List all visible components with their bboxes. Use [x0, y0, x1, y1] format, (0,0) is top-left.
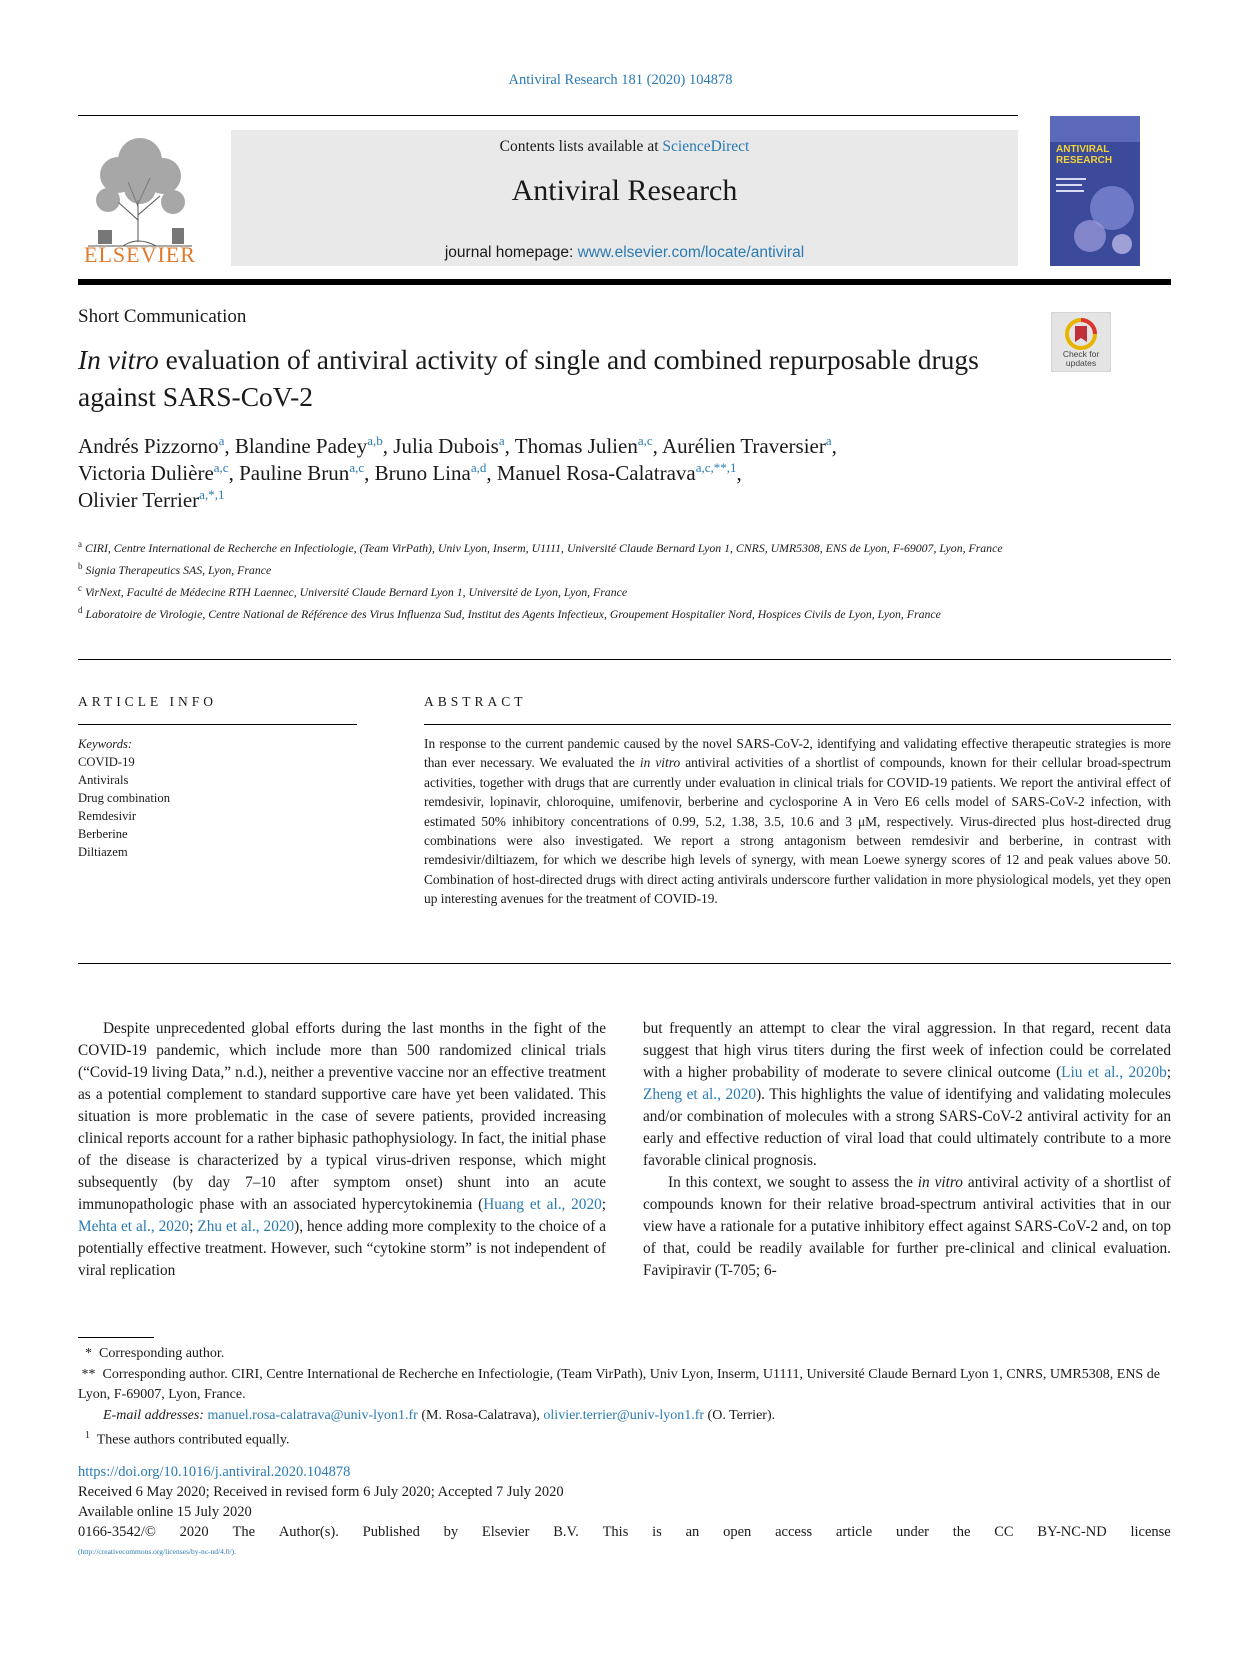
affiliation-marker: c	[78, 582, 82, 593]
author-affiliation-marker[interactable]: a,b	[367, 433, 383, 448]
abstract-bottom-rule	[78, 963, 1171, 964]
abstract-part-2: antiviral activities of a shortlist of compounds, known for their cellular broad-spectrum activities, together with drugs that are currently under evaluation in clinical trials for COVID-19 patients. We report the antiviral effect of remdesivir, lopinavir, chloroquine, umifenovir, berberine and cyclosporine A in Vero E6 cells model of SARS-CoV-2 infection, with estimated 50% inhibitory concentrations of 0.99, 5.2, 1.38, 3.5, 10.6 and 3 μM, respectively. Virus-directed plus host-directed drug combinations were also investigated. We report a strong antagonism between remdesivir and berberine, in contrast with remdesivir/diltiazem, for which we describe high levels of synergy, with mean Loewe synergy scores of 12 and peak values above 50. Combination of host-directed drugs with direct acting antivirals underscore further validation in more physiological models, yet they open up interesting avenues for the treatment of COVID-19.	[424, 755, 1172, 907]
author-name[interactable]: Thomas Julien	[514, 434, 638, 458]
body-right-column	[643, 1018, 1171, 1282]
citation-link[interactable]: Zhu et al., 2020	[197, 1218, 295, 1235]
author-name[interactable]: Bruno Lina	[374, 461, 471, 485]
affiliation-rule	[78, 659, 1171, 660]
footnote-text: These authors contributed equally.	[96, 1432, 290, 1448]
keyword-item: Antivirals	[78, 773, 129, 787]
abstract-part-1: In response to the current pandemic caused by the novel SARS-CoV-2, identifying and validating effective therapeutic strategies is more than ever necessary. We evaluated the	[424, 736, 1171, 771]
homepage-prefix: journal homepage:	[444, 244, 578, 261]
author-name[interactable]: Blandine Padey	[234, 434, 368, 458]
license-word: by	[443, 1524, 459, 1540]
sciencedirect-link[interactable]: ScienceDirect	[662, 138, 750, 155]
available-online: Available online 15 July 2020	[78, 1504, 252, 1520]
elsevier-wordmark: ELSEVIER	[84, 242, 196, 267]
homepage-link[interactable]: www.elsevier.com/locate/antiviral	[577, 244, 805, 261]
license-word: 0166-3542/©	[78, 1524, 156, 1540]
header-top-rule	[78, 115, 1018, 116]
check-for-updates-badge[interactable]	[1051, 312, 1111, 372]
body-paragraph: but frequently an attempt to clear the viral aggression. In that regard, recent data suggest that high virus titers during the first week of infection could be correlated with a higher probability of moderate to severe clinical outcome (Liu et al., 2020b; Zheng et al., 2020). This highlights the value of identifying and validating molecules and/or combination of molecules with a strong SARS-CoV-2 antiviral activity for an early and effective reduction of viral load that could ultimately contribute to a more favorable clinical prognosis.	[643, 1020, 1172, 1169]
body-paragraph: Despite unprecedented global efforts during the last months in the fight of the COVID-19 pandemic, which include more than 500 randomized clinical trials (“Covid-19 living Data,” n.d.), neither a preventive vaccine nor an effective treatment as a potential complement to standard supportive care have yet been validated. This situation is more problematic in the case of severe patients, provided increasing clinical reports account for a rather biphasic pathophysiology. In fact, the initial phase of the disease is characterized by a typical virus-driven response, which might subsequently (by day 7–10 after symptom onset) shunt into an acute immunopathologic phase with an associated hypercytokinemia (Huang et al., 2020; Mehta et al., 2020; Zhu et al., 2020), hence adding more complexity to the choice of a potentially effective treatment. However, such “cytokine storm” is not independent of viral replication	[78, 1020, 607, 1279]
journal-cover-image-icon	[1050, 116, 1140, 266]
author-affiliation-marker[interactable]: a,c,**,1	[695, 460, 737, 475]
license-word: is	[652, 1524, 662, 1540]
elsevier-logo	[78, 130, 202, 268]
footnote-equal-contribution: $^1$ These authors contributed equally.	[85, 1430, 290, 1448]
journal-reference[interactable]: Antiviral Research 181 (2020) 104878	[508, 72, 733, 88]
crossmark-label: Check for updates	[1062, 349, 1100, 368]
email-label: E-mail addresses:	[103, 1407, 204, 1423]
footnote-rule	[78, 1337, 154, 1338]
article-info-heading: ARTICLE INFO	[78, 694, 218, 709]
received-dates: Received 6 May 2020; Received in revised form 6 July 2020; Accepted 7 July 2020	[78, 1484, 564, 1500]
license-word: BY-NC-ND	[1037, 1524, 1107, 1540]
license-word: 2020	[179, 1524, 209, 1540]
abstract-text	[424, 734, 1171, 909]
contents-prefix: Contents lists available at	[499, 138, 663, 155]
affiliation-text: Signia Therapeutics SAS, Lyon, France	[82, 562, 272, 577]
author-name[interactable]: Pauline Brun	[239, 461, 350, 485]
abstract-rule	[424, 724, 1171, 725]
contents-line	[231, 138, 1018, 156]
abstract-italic: in vitro	[639, 755, 681, 771]
email-owner: (M. Rosa-Calatrava),	[417, 1407, 544, 1423]
article-type: Short Communication	[78, 306, 247, 327]
affiliation-item	[78, 601, 1038, 623]
author-list: Andrés Pizzorno$^a$, Blandine Padey$^{a,b}$, Julia Dubois$^a$, Thomas Julien$^{a,c}$, Aurélien Traversier$^a$, Victoria Dulière$^{a,c}$, Pauline Brun$^{a,c}$, Bruno Lina$^{a,d}$, Manuel Rosa-Calatrava$^{a,c,**,1}$, Olivier Terrier$^{a,*,1}$	[78, 433, 837, 512]
affiliation-marker: a	[78, 539, 82, 549]
author-name[interactable]: Olivier Terrier	[78, 488, 200, 512]
cover-title: ANTIVIRAL RESEARCH	[1056, 144, 1113, 166]
citation-link[interactable]: Mehta et al., 2020	[78, 1218, 190, 1235]
affiliation-item	[78, 557, 1038, 579]
license-word: access	[775, 1524, 813, 1540]
affiliation-item	[78, 535, 1038, 557]
author-name[interactable]: Victoria Dulière	[78, 461, 214, 485]
keyword-item: Remdesivir	[78, 809, 137, 823]
license-word: CC	[994, 1524, 1014, 1540]
author-name[interactable]: Julia Dubois	[393, 434, 499, 458]
keywords-list	[78, 753, 358, 861]
body-text: ), hence adding more complexity to the choice of a potentially effective treatment. However, such “cytokine storm” is not independent of viral replication	[78, 1218, 607, 1279]
license-word: The	[232, 1524, 256, 1540]
abstract-heading: ABSTRACT	[424, 694, 527, 709]
title-italic: In vitro	[78, 344, 159, 375]
license-word: license	[1130, 1524, 1171, 1540]
footnotes	[78, 1344, 1171, 1451]
license-word: Author(s).	[278, 1524, 339, 1540]
author-affiliation-marker[interactable]: a	[498, 433, 505, 448]
author-name[interactable]: Andrés Pizzorno	[78, 434, 219, 458]
body-text: ). This highlights the value of identifying and validating molecules and/or combination of molecules with a strong SARS-CoV-2 antiviral activity for an early and effective reduction of viral load that could ultimately contribute to a more favorable clinical prognosis.	[643, 1086, 1171, 1169]
license-word: Published	[362, 1524, 420, 1540]
article-info-rule	[78, 724, 357, 725]
footnote-emails	[78, 1406, 1171, 1427]
affiliation-marker: d	[78, 604, 83, 615]
keyword-item: COVID-19	[78, 755, 135, 769]
email-owner: (O. Terrier).	[704, 1407, 776, 1423]
keyword-item: Diltiazem	[78, 845, 128, 859]
body-text: antiviral activity of a shortlist of compounds known for their relative broad-spectrum antiviral activities that in our view have a rationale for a putative inhibitory effect against SARS-CoV-2 and, on top of that, could be readily available for further pre-clinical and clinical evaluation. Favipiravir (T-705; 6-	[643, 1174, 1171, 1279]
author-affiliation-marker[interactable]: a,d	[470, 460, 487, 475]
author-affiliation-marker[interactable]: a	[825, 433, 832, 448]
license-word: Elsevier	[481, 1524, 530, 1540]
header-thick-rule	[78, 279, 1171, 285]
citation-link[interactable]: Liu et al., 2020b	[1061, 1064, 1167, 1081]
body-italic: in vitro	[917, 1174, 963, 1191]
citation-link[interactable]: Zheng et al., 2020	[643, 1086, 757, 1103]
affiliation-item	[78, 579, 1038, 601]
body-left-column	[78, 1018, 606, 1282]
license-word: an	[685, 1524, 700, 1540]
body-paragraph	[643, 1172, 1171, 1282]
footnote-co-corresponding: ** Corresponding author. CIRI, Centre International de Recherche en Infectiologie, (Team VirPath), Univ Lyon, Inserm, U1111, Université Claude Bernard Lyon 1, CNRS, UMR5308, ENS de Lyon, F-69007, Lyon, France.	[78, 1366, 1160, 1402]
author-affiliation-marker[interactable]: a,*,1	[199, 487, 225, 502]
homepage-line	[231, 244, 1018, 262]
author-affiliation-marker[interactable]: a	[218, 433, 225, 448]
license-word: B.V.	[553, 1524, 579, 1540]
publication-info	[78, 1462, 1171, 1562]
email-link[interactable]: manuel.rosa-calatrava@univ-lyon1.fr	[207, 1407, 418, 1423]
body-text: but frequently an attempt to clear the viral aggression. In that regard, recent data suggest that high virus titers during the first week of infection could be correlated with a higher probability of moderate to severe clinical outcome (	[643, 1020, 1171, 1081]
article-title	[78, 341, 1038, 415]
footnote-text: Corresponding author. CIRI, Centre International de Recherche en Infectiologie, (Team VirPath), Univ Lyon, Inserm, U1111, Université Claude Bernard Lyon 1, CNRS, UMR5308, ENS de Lyon, F-69007, Lyon, France.	[78, 1366, 1160, 1402]
footnote-text: Corresponding author.	[99, 1346, 225, 1361]
keyword-item: Drug combination	[78, 791, 170, 805]
author-affiliation-marker[interactable]: a,c	[637, 433, 653, 448]
author-name[interactable]: Manuel Rosa-Calatrava	[496, 461, 696, 485]
doi-link[interactable]: https://doi.org/10.1016/j.antiviral.2020.104878	[78, 1464, 351, 1480]
affiliation-list	[78, 535, 1038, 623]
body-text: Despite unprecedented global efforts during the last months in the fight of the COVID-19 pandemic, which include more than 500 randomized clinical trials (“Covid-19 living Data,” n.d.), neither a preventive vaccine nor an effective treatment as a potential complement to standard supportive care have yet been validated. This situation is more problematic in the case of severe patients, provided increasing clinical reports account for a rather biphasic pathophysiology. In fact, the initial phase of the disease is characterized by a typical virus-driven response, which might subsequently (by day 7–10 after symptom onset) shunt into an acute immunopathologic phase with an associated hypercytokinemia (	[78, 1020, 606, 1213]
journal-banner	[231, 130, 1018, 266]
journal-cover[interactable]	[1050, 116, 1140, 266]
license-word: open	[723, 1524, 752, 1540]
license-line	[78, 1522, 1171, 1542]
license-word: the	[952, 1524, 971, 1540]
affiliation-marker: b	[78, 560, 83, 571]
author-affiliation-marker[interactable]: a,c	[213, 460, 229, 475]
footnote-corresponding: * Corresponding author.	[78, 1346, 225, 1361]
email-link[interactable]: olivier.terrier@univ-lyon1.fr	[543, 1407, 705, 1423]
license-url-link[interactable]: (http://creativecommons.org/licenses/by-nc-nd/4.0/).	[78, 1547, 236, 1556]
author-affiliation-marker[interactable]: a,c	[349, 460, 365, 475]
journal-name: Antiviral Research	[511, 174, 738, 207]
affiliation-text: CIRI, Centre International de Recherche en Infectiologie, (Team VirPath), Univ Lyon, Inserm, U1111, Université Claude Bernard Lyon 1, CNRS, UMR5308, ENS de Lyon, F-69007, Lyon, France	[82, 540, 1003, 555]
citation-link[interactable]: Huang et al., 2020	[483, 1196, 602, 1213]
keywords-block	[78, 735, 358, 861]
body-text: In this context, we sought to assess the	[668, 1174, 918, 1191]
affiliation-text: Laboratoire de Virologie, Centre National de Référence des Virus Influenza Sud, Institut des Agents Infectieux, Groupement Hospitalier Nord, Hospices Civils de Lyon, Lyon, France	[82, 606, 941, 621]
affiliation-text: VirNext, Faculté de Médecine RTH Laennec, Université Claude Bernard Lyon 1, Université de Lyon, Lyon, France	[82, 584, 628, 599]
title-rest: evaluation of antiviral activity of single and combined repurposable drugs against SARS-CoV-2	[78, 344, 979, 412]
keyword-item: Berberine	[78, 827, 128, 841]
keywords-label: Keywords:	[78, 737, 133, 751]
license-word: This	[602, 1524, 629, 1540]
license-word: article	[835, 1524, 873, 1540]
license-word: under	[895, 1524, 929, 1540]
author-name[interactable]: Aurélien Traversier	[661, 434, 826, 458]
